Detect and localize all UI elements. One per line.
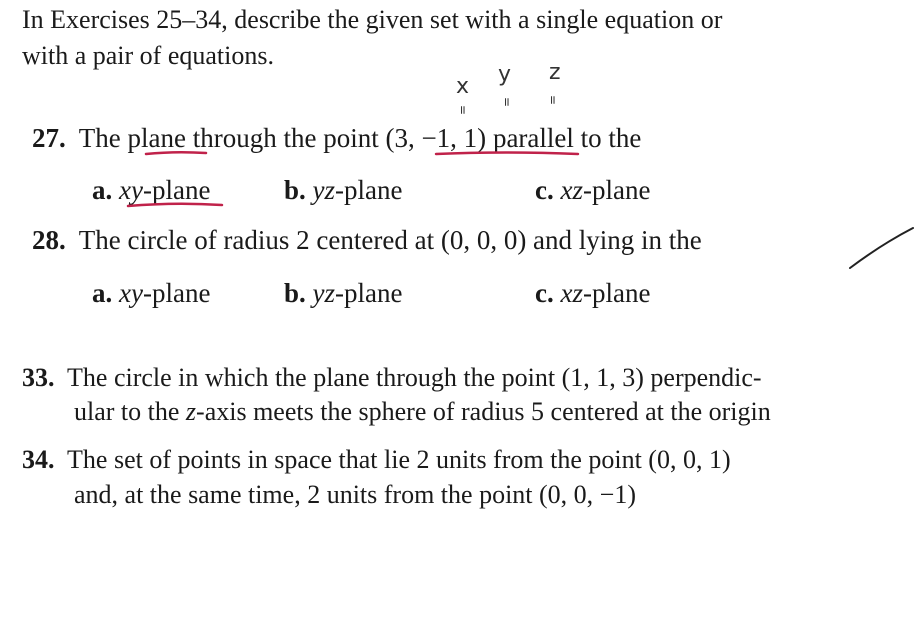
exercise-28-option-a [92, 277, 210, 309]
exercise-34-line-2: and, at the same time, 2 units from the point (0, 0, −1) [74, 480, 636, 509]
exercise-33 [22, 362, 762, 394]
exercise-33-number: 33. [22, 363, 55, 392]
exercise-27-text-pre: The [78, 123, 128, 153]
option-italic: xy [119, 278, 143, 308]
exercise-27-number: 27. [32, 123, 66, 153]
exercise-27-option-c [535, 174, 650, 206]
option-label: c. [535, 278, 554, 308]
option-label: b. [284, 278, 306, 308]
exercise-33-continued [74, 396, 771, 428]
exercise-33-line-2-pre: ular to the [74, 397, 186, 426]
option-italic: yz [312, 175, 336, 205]
exercise-27-text-mid: through the point [185, 123, 386, 153]
exercise-28-text: The circle of radius 2 centered at (0, 0, 0) and lying in the [78, 225, 702, 255]
option-italic: yz [312, 278, 336, 308]
pen-stroke-mark [850, 228, 913, 268]
intro-text-2: with a pair of equations. [22, 41, 274, 70]
exercise-34 [22, 444, 731, 476]
option-italic: xz [560, 278, 583, 308]
handwritten-eq-z: = [546, 94, 561, 106]
exercise-33-line-2-post: -axis meets the sphere of radius 5 centered at the origin [196, 397, 771, 426]
exercise-28-number: 28. [32, 225, 66, 255]
exercise-28-option-c [535, 277, 650, 309]
option-rest: -plane [335, 278, 403, 308]
exercise-34-number: 34. [22, 445, 55, 474]
exercise-34-line-1: The set of points in space that lie 2 units from the point (0, 0, 1) [67, 445, 731, 474]
intro-line-2 [22, 40, 274, 72]
exercise-27-option-a [92, 174, 210, 206]
intro-line-1 [22, 4, 722, 36]
option-label: a. [92, 278, 113, 308]
option-rest: -plane [335, 175, 403, 205]
exercise-27-underlined-word: plane [127, 123, 186, 153]
handwritten-z: z [549, 60, 561, 85]
exercise-27-text-post: parallel to the [486, 123, 642, 153]
option-label: a. [92, 175, 113, 205]
exercise-28 [32, 224, 702, 256]
option-italic: xz [560, 175, 583, 205]
exercise-33-line-1: The circle in which the plane through the point (1, 1, 3) perpendic- [67, 363, 762, 392]
exercise-34-continued [74, 479, 636, 511]
intro-text-1: In Exercises 25–34, describe the given set with a single equation or [22, 5, 723, 34]
exercise-27-point: (3, −1, 1) [385, 123, 487, 153]
option-rest: -plane [142, 175, 211, 205]
option-rest: -plane [582, 175, 651, 205]
handwritten-eq-x: = [456, 104, 471, 116]
option-label: c. [535, 175, 554, 205]
option-italic: xy [119, 175, 143, 205]
exercise-33-line-2-italic: z [185, 397, 197, 426]
exercise-27 [32, 122, 641, 154]
exercise-27-option-b [284, 174, 403, 206]
option-rest: -plane [142, 278, 211, 308]
exercise-28-option-b [284, 277, 403, 309]
handwritten-x: x [456, 74, 470, 99]
handwritten-y: y [498, 62, 512, 87]
option-label: b. [284, 175, 306, 205]
handwritten-eq-y: = [500, 96, 515, 108]
option-rest: -plane [582, 278, 651, 308]
